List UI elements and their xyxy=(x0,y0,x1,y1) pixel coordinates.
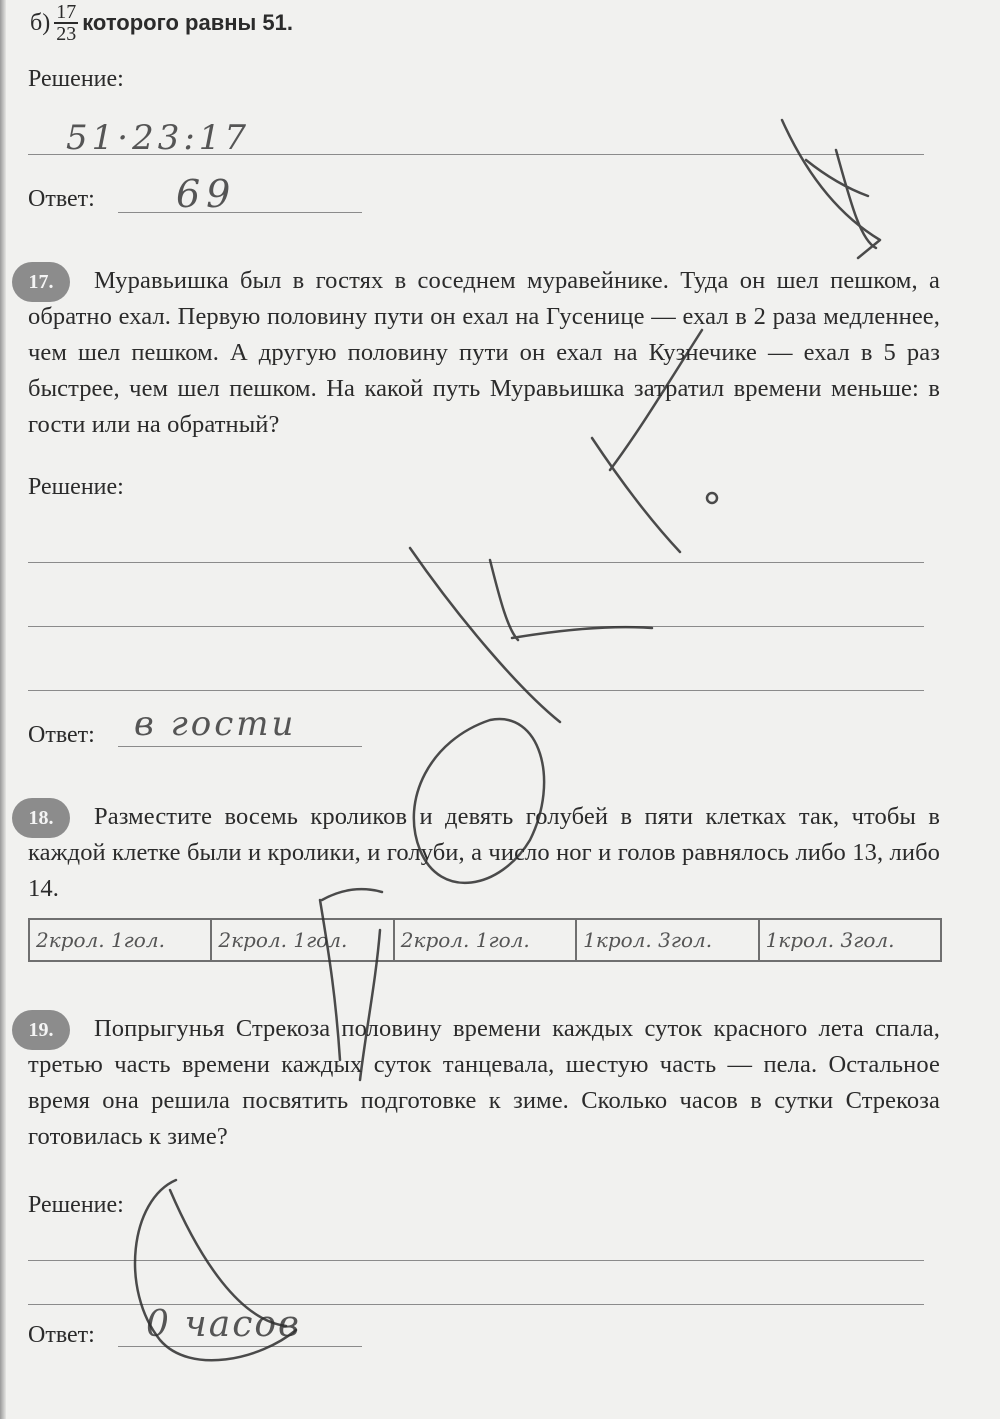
cage-cell-5: 1крол. 3гол. xyxy=(759,919,941,961)
task19-answer-label: Ответ: xyxy=(28,1322,95,1348)
cages-row xyxy=(29,919,941,961)
cage-cell-1: 2крол. 1гол. xyxy=(29,919,211,961)
task19-solution-label: Решение: xyxy=(28,1192,124,1218)
task19-text: Попрыгунья Стрекоза половину времени каждых суток красного лета спала, третью часть времени каждых суток танцевала, шестую часть — пела. Остальное время она решила посвятить подготовке к зиме. Сколько часов в сутки Стрекоза готовилась к зиме? xyxy=(28,1015,940,1150)
task16-header xyxy=(30,2,293,44)
task16-text: которого равны 51. xyxy=(82,10,294,35)
task17-solution-line-3 xyxy=(28,690,924,691)
cage-cell-3: 2крол. 1гол. xyxy=(394,919,576,961)
task17-answer-handwriting: в гости xyxy=(134,704,297,744)
fraction-numerator: 17 xyxy=(56,1,77,23)
task16-answer-handwriting: 69 xyxy=(176,172,237,216)
task16-answer-line xyxy=(118,212,362,213)
task17-answer-line xyxy=(118,746,362,747)
task16-solution-line xyxy=(28,154,924,155)
fraction-denominator: 23 xyxy=(56,23,77,45)
task16-solution-handwriting: 51·23:17 xyxy=(66,118,251,158)
task16-answer-label: Ответ: xyxy=(28,186,95,212)
task18-number-badge: 18. xyxy=(12,798,70,838)
task19-answer-handwriting: 0 часов xyxy=(146,1304,301,1345)
task17-solution-label: Решение: xyxy=(28,474,124,500)
task16-solution-label: Решение: xyxy=(28,66,124,92)
task19-answer-line xyxy=(118,1346,362,1347)
task16-prefix: б) xyxy=(30,9,51,36)
task17-solution-line-2 xyxy=(28,626,924,627)
task16-fraction xyxy=(54,2,78,44)
task19-number-badge: 19. xyxy=(12,1010,70,1050)
cages-table xyxy=(28,918,942,962)
task17-number-badge: 17. xyxy=(12,262,70,302)
page-edge xyxy=(0,0,6,1419)
task17-text: Муравьишка был в гостях в соседнем муравейнике. Туда он шел пешком, а обратно ехал. Первую половину пути он ехал на Гусенице — ехал в 2 раза медленнее, чем шел пешком. А другую половину пути он ехал на Кузнечике — ехал в 5 раз быстрее, чем шел пешком. На какой путь Муравьишка затратил времени меньше: в гости или на обратный? xyxy=(28,267,940,438)
cage-cell-2: 2крол. 1гол. xyxy=(211,919,393,961)
cage-cell-4: 1крол. 3гол. xyxy=(576,919,758,961)
task19-solution-line-1 xyxy=(28,1260,924,1261)
task17-answer-label: Ответ: xyxy=(28,722,95,748)
task18-text: Разместите восемь кроликов и девять голубей в пяти клетках так, чтобы в каждой клетке были и кролики, и голуби, а число ног и голов равнялось либо 13, либо 14. xyxy=(28,803,940,902)
task17-solution-line-1 xyxy=(28,562,924,563)
